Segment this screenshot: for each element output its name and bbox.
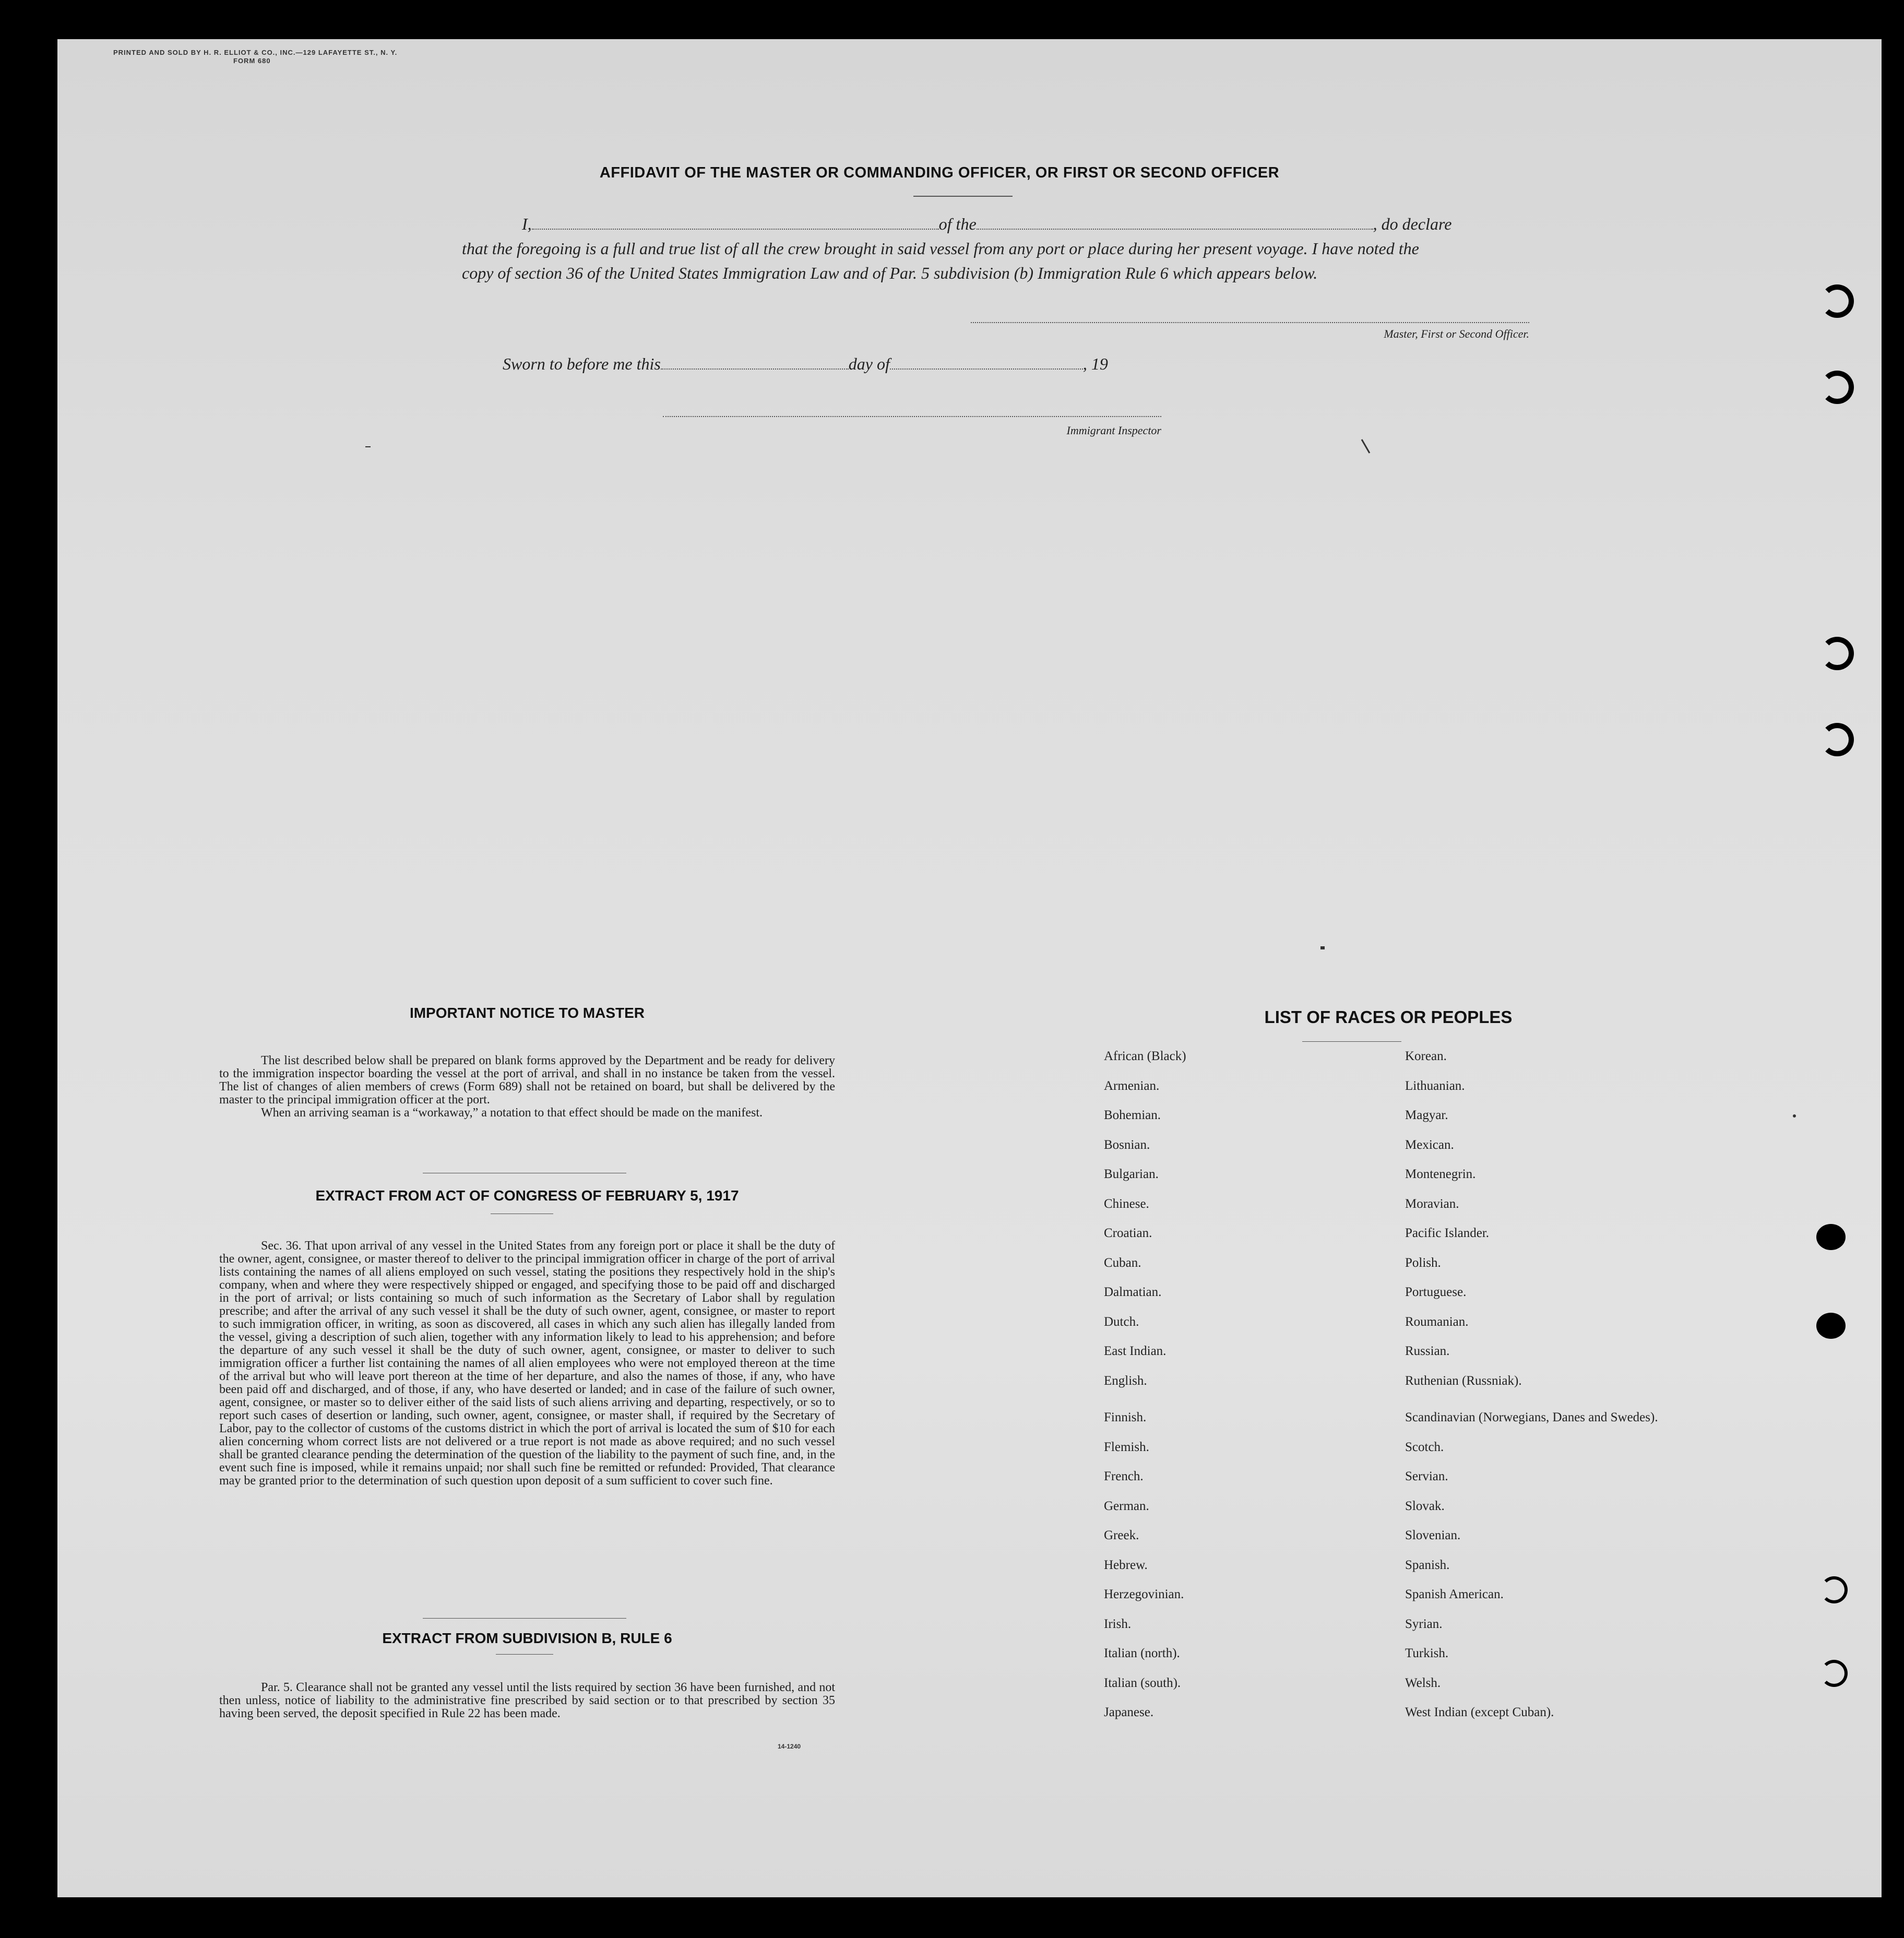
rule-title: EXTRACT FROM SUBDIVISION B, RULE 6 (382, 1630, 672, 1646)
race-item: East Indian. (1104, 1344, 1167, 1358)
notice-body (219, 1054, 835, 1120)
race-item: English. (1104, 1373, 1147, 1388)
binding-hole (1816, 1313, 1846, 1339)
race-item: Bosnian. (1104, 1137, 1150, 1152)
sworn-month-blank[interactable] (890, 355, 1083, 370)
notice-title: IMPORTANT NOTICE TO MASTER (409, 1005, 645, 1021)
binding-hole (1820, 371, 1854, 404)
race-item: Italian (south). (1104, 1675, 1181, 1690)
race-item: Croatian. (1104, 1226, 1152, 1240)
race-item: Magyar. (1405, 1108, 1448, 1122)
affidavit-line-2: that the foregoing is a full and true list of all the crew brought in said vessel from any port or place during her present voyage. I have noted the (462, 239, 1419, 258)
day-of-label: day of (848, 354, 890, 373)
vessel-prefix: of the (938, 215, 977, 233)
races-divider (1302, 1041, 1401, 1042)
race-item: Pacific Islander. (1405, 1226, 1490, 1240)
master-signature-label: Master, First or Second Officer. (1384, 327, 1529, 340)
inspector-signature-label: Immigrant Inspector (1066, 424, 1161, 437)
binding-hole (1816, 1224, 1846, 1250)
race-item: Scotch. (1405, 1440, 1444, 1454)
title-divider (913, 196, 1013, 197)
race-item: Turkish. (1405, 1646, 1449, 1660)
race-item: Roumanian. (1405, 1314, 1469, 1329)
ink-speck (365, 446, 371, 447)
race-item: German. (1104, 1499, 1149, 1513)
race-item: Slovak. (1405, 1499, 1445, 1513)
printer-imprint (113, 49, 397, 65)
declarant-name-blank[interactable] (532, 215, 939, 230)
rule-body (219, 1681, 835, 1720)
race-item: Lithuanian. (1405, 1078, 1465, 1093)
act-title: EXTRACT FROM ACT OF CONGRESS OF FEBRUARY 5, 1917 (315, 1187, 739, 1204)
race-item: Polish. (1405, 1255, 1441, 1270)
race-item: Chinese. (1104, 1196, 1149, 1211)
act-body (219, 1240, 835, 1488)
manifest-page (57, 39, 1882, 1897)
race-item: Ruthenian (Russniak). (1405, 1373, 1522, 1388)
races-title: LIST OF RACES OR PEOPLES (1264, 1007, 1513, 1027)
race-item: Hebrew. (1104, 1557, 1148, 1572)
race-item: Dalmatian. (1104, 1285, 1162, 1299)
race-item: Greek. (1104, 1528, 1139, 1542)
sworn-line (503, 351, 1181, 376)
race-item: Dutch. (1104, 1314, 1139, 1329)
race-item: Scandinavian (Norwegians, Danes and Swedes). (1405, 1410, 1658, 1424)
printer-line: PRINTED AND SOLD BY H. R. ELLIOT & CO., INC.—129 LAFAYETTE ST., N. Y. (113, 49, 398, 56)
affidavit-line-1 (522, 211, 1529, 236)
race-item: Herzegovinian. (1104, 1587, 1184, 1601)
race-item: Korean. (1405, 1049, 1447, 1063)
inspector-signature-line[interactable] (663, 416, 1161, 418)
race-item: Finnish. (1104, 1410, 1147, 1424)
sworn-day-blank[interactable] (661, 355, 849, 370)
print-code: 14-1240 (778, 1743, 801, 1750)
race-item: Montenegrin. (1405, 1167, 1476, 1181)
race-item: Armenian. (1104, 1078, 1160, 1093)
sworn-prefix: Sworn to before me this (503, 354, 661, 373)
race-item: West Indian (except Cuban). (1405, 1705, 1554, 1719)
race-item: Russian. (1405, 1344, 1450, 1358)
race-item: Spanish. (1405, 1557, 1450, 1572)
form-number: FORM 680 (233, 57, 271, 65)
race-item: Spanish American. (1405, 1587, 1504, 1601)
ink-speck (1320, 946, 1325, 949)
year-prefix: , 19 (1082, 354, 1108, 373)
race-item: Bulgarian. (1104, 1167, 1159, 1181)
act-section-36: Sec. 36. That upon arrival of any vessel in the United States from any foreign port or place it shall be the duty of the owner, agent, consignee, or master thereof to deliver to the principal immigration officer in charge of the port of arrival lists containing the names of all aliens employed on such vessel, stating the positions they respectively hold in the ship's company, when and where they were respectively shipped or engaged, and specifying those to be paid off and discharged in the port of arrival; or lists containing so much of such information as the Secretary of Labor shall by regulation prescribe; and after the arrival of any such vessel it shall be the duty of such owner, agent, consignee, or master to report to such immigration officer, in writing, as soon as discovered, all cases in which any such alien has illegally landed from the vessel, giving a description of such alien, together with any information likely to lead to his apprehension; and before the departure of any such vessel it shall be the duty of such owner, agent, consignee, or master to deliver to such immigration officer a further list containing the names of all alien employees who were not employed thereon at the time of the arrival but who will leave port thereon at the time of her departure, and also the names of those, if any, who have been paid off and discharged, and of those, if any, who have deserted or landed; and in case of the failure of such owner, agent, consignee, or master so to deliver either of the said lists of such aliens arriving and departing, respectively, or so to report such cases of desertion or landing, such owner, agent, consignee, or master shall, if required by the Secretary of Labor, pay to the collector of customs of the customs district in which the port of arrival is located the sum of $10 for each alien concerning whom correct lists are not delivered or a true report is not made as above required; and no such vessel shall be granted clearance pending the determination of the question of the liability to the payment of such fine, and, in the event such fine is imposed, while it remains unpaid; nor shall such fine be remitted or refunded: Provided, That clearance may be granted prior to the determination of such question upon deposit of a sum sufficient to cover such fine. (219, 1239, 835, 1488)
affidavit-title: AFFIDAVIT OF THE MASTER OR COMMANDING OFFICER, OR FIRST OR SECOND OFFICER (599, 164, 1280, 181)
race-item: Moravian. (1405, 1196, 1459, 1211)
binding-hole (1820, 1576, 1848, 1603)
declarant-prefix: I, (522, 215, 532, 233)
master-signature-line[interactable] (971, 322, 1529, 324)
race-item: Japanese. (1104, 1705, 1154, 1719)
declare-suffix: , do declare (1373, 215, 1452, 233)
race-item: Irish. (1104, 1616, 1132, 1631)
rule-paragraph: Par. 5. Clearance shall not be granted any vessel until the lists required by section 36 have been furnished, and not then unless, notice of liability to the administrative fine prescribed by said section or to that prescribed by section 35 having been served, the deposit specified in Rule 22 has been made. (219, 1681, 835, 1720)
binding-hole (1820, 723, 1854, 756)
race-item: Servian. (1405, 1469, 1448, 1483)
race-item: African (Black) (1104, 1049, 1186, 1063)
pencil-tick (1361, 439, 1371, 453)
race-item: Syrian. (1405, 1616, 1443, 1631)
notice-paragraph: When an arriving seaman is a “workaway,” a notation to that effect should be made on the manifest. (261, 1106, 763, 1120)
race-item: Italian (north). (1104, 1646, 1180, 1660)
notice-paragraph: The list described below shall be prepared on blank forms approved by the Department and be ready for delivery to the immigration inspector boarding the vessel at the port of arrival, and shall in no instance be taken from the vessel. The list of changes of alien members of crews (Form 689) shall not be retained on board, but shall be delivered by the master to the principal immigration officer at the port. (219, 1054, 835, 1107)
race-item: Flemish. (1104, 1440, 1149, 1454)
vessel-name-blank[interactable] (977, 215, 1373, 230)
affidavit-line-3: copy of section 36 of the United States Immigration Law and of Par. 5 subdivision (b) Immigration Rule 6 which appears below. (462, 264, 1318, 282)
race-item: Bohemian. (1104, 1108, 1161, 1122)
binding-hole (1820, 284, 1854, 318)
race-item: Mexican. (1405, 1137, 1454, 1152)
binding-hole (1820, 1660, 1848, 1687)
binding-hole (1820, 637, 1854, 670)
rule-divider (496, 1654, 553, 1655)
race-item: French. (1104, 1469, 1144, 1483)
race-item: Cuban. (1104, 1255, 1141, 1270)
race-item: Portuguese. (1405, 1285, 1467, 1299)
ink-speck (1793, 1114, 1796, 1117)
race-item: Slovenian. (1405, 1528, 1461, 1542)
race-item: Welsh. (1405, 1675, 1441, 1690)
section-divider (423, 1618, 626, 1619)
